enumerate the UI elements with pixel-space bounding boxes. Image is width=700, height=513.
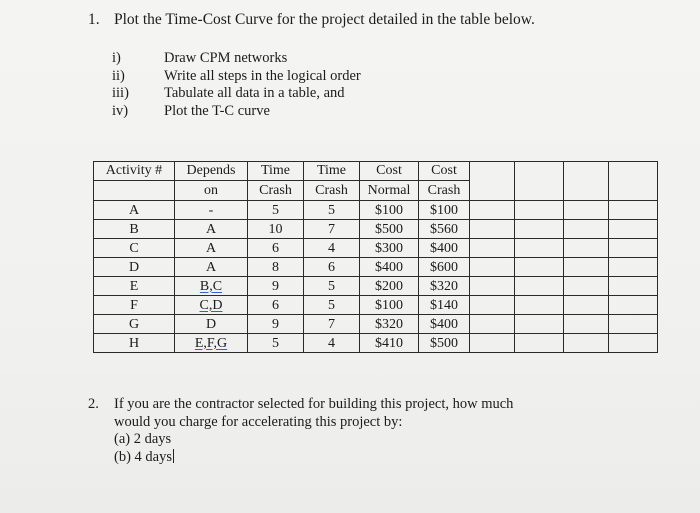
cell-cost-normal: $500 [360,220,419,239]
table-row [94,239,658,258]
cell-cost-normal: $200 [360,277,419,296]
table-row [94,315,658,334]
cell-time-1: 10 [248,220,304,239]
cell-activity: H [94,334,175,353]
cell-depends: A [175,239,248,258]
step-text: Write all steps in the logical order [164,67,361,84]
step-roman: iii) [112,85,129,101]
depends-value: C,D [199,297,223,313]
cell-time-1: 8 [248,258,304,277]
cell-activity: G [94,315,175,334]
cell-cost-crash: $320 [419,277,470,296]
cell-cost-normal: $410 [360,334,419,353]
empty-cell [515,258,564,277]
step-item [112,50,361,68]
step-item [112,68,361,86]
header-depends: Depends [175,162,248,181]
empty-cell [564,334,609,353]
cell-cost-crash: $500 [419,334,470,353]
activity-table [93,161,658,353]
empty-cell [609,296,658,315]
cell-time-1: 9 [248,315,304,334]
cell-time-2: 7 [304,220,360,239]
empty-cell [564,220,609,239]
cell-depends: A [175,220,248,239]
option-item: (a) 2 days [114,431,172,447]
header-cost-1: Cost [360,162,419,181]
cell-time-2: 6 [304,258,360,277]
empty-cell [515,296,564,315]
empty-cell [470,258,515,277]
question-1-heading [88,11,535,29]
empty-cell [609,162,658,201]
cell-depends: A [175,258,248,277]
empty-cell [609,315,658,334]
cell-time-2: 5 [304,201,360,220]
cell-activity: D [94,258,175,277]
empty-cell [564,296,609,315]
empty-cell [470,220,515,239]
empty-cell [470,201,515,220]
step-item [112,103,361,121]
cell-cost-normal: $400 [360,258,419,277]
empty-cell [564,239,609,258]
empty-cell [564,201,609,220]
empty-cell [609,277,658,296]
empty-cell [515,239,564,258]
cell-cost-crash: $600 [419,258,470,277]
cell-cost-crash: $140 [419,296,470,315]
cell-depends [175,334,248,353]
cell-time-1: 5 [248,334,304,353]
question-2-text-1: If you are the contractor selected for building this project, how much [114,396,514,412]
depends-value: B,C [199,278,223,294]
empty-cell [609,239,658,258]
question-1-number: 1. [88,11,100,28]
empty-cell [515,201,564,220]
question-2-line-2: would you charge for accelerating this project by: [114,413,403,430]
cell-cost-normal: $320 [360,315,419,334]
cell-activity: B [94,220,175,239]
cell-time-2: 7 [304,315,360,334]
cell-time-2: 5 [304,296,360,315]
empty-cell [470,315,515,334]
option-text: (b) 4 days [114,448,172,465]
cell-time-1: 5 [248,201,304,220]
empty-cell [564,315,609,334]
empty-cell [515,334,564,353]
cell-activity: E [94,277,175,296]
empty-cell [609,201,658,220]
step-item [112,85,361,103]
empty-cell [470,239,515,258]
cell-depends [175,277,248,296]
step-roman: i) [112,50,121,66]
header-activity: Activity # [94,162,175,181]
cell-cost-normal: $300 [360,239,419,258]
cell-time-2: 5 [304,277,360,296]
cell-activity: A [94,201,175,220]
cell-activity: F [94,296,175,315]
empty-cell [470,277,515,296]
empty-cell [609,334,658,353]
step-text: Plot the T-C curve [164,102,270,119]
header-cost-2: Cost [419,162,470,181]
empty-cell [470,334,515,353]
empty-cell [470,162,515,201]
header-depends-2: on [175,181,248,201]
empty-cell [609,220,658,239]
cell-depends: - [175,201,248,220]
empty-cell [515,315,564,334]
question-2 [88,396,513,466]
question-1-text: Plot the Time-Cost Curve for the project detailed in the table below. [114,11,535,28]
step-roman: iv) [112,102,129,119]
header-cost-normal: Normal [360,181,419,201]
cell-time-2: 4 [304,334,360,353]
header-time-crash-2: Crash [304,181,360,201]
empty-cell [515,220,564,239]
cell-cost-crash: $400 [419,315,470,334]
cell-time-1: 6 [248,239,304,258]
steps-list [112,50,361,120]
table-header-row [94,162,658,181]
cell-cost-crash: $400 [419,239,470,258]
option-item [88,449,513,467]
empty-cell [564,258,609,277]
cell-depends: D [175,315,248,334]
question-2-line-1 [88,396,513,414]
cell-cost-normal: $100 [360,201,419,220]
cell-activity: C [94,239,175,258]
cell-time-2: 4 [304,239,360,258]
cell-time-1: 6 [248,296,304,315]
table-row [94,296,658,315]
step-roman: ii) [112,67,125,84]
header-cost-crash: Crash [419,181,470,201]
empty-cell [515,162,564,201]
header-time-1: Time [248,162,304,181]
header-time-2: Time [304,162,360,181]
cell-depends [175,296,248,315]
cell-cost-crash: $100 [419,201,470,220]
text-cursor [173,449,174,463]
step-text: Draw CPM networks [164,50,288,66]
empty-cell [609,258,658,277]
empty-cell [515,277,564,296]
cell-cost-normal: $100 [360,296,419,315]
table-row [94,201,658,220]
question-2-number: 2. [88,396,99,412]
empty-cell [564,162,609,201]
table-row [94,220,658,239]
cell-cost-crash: $560 [419,220,470,239]
step-text: Tabulate all data in a table, and [164,85,345,101]
empty-cell [564,277,609,296]
header-time-crash-1: Crash [248,181,304,201]
cell-time-1: 9 [248,277,304,296]
empty-cell [470,296,515,315]
table-row [94,334,658,353]
depends-value: E,F,G [194,335,228,351]
table-row [94,258,658,277]
table-row [94,277,658,296]
header-activity-2 [94,181,175,201]
